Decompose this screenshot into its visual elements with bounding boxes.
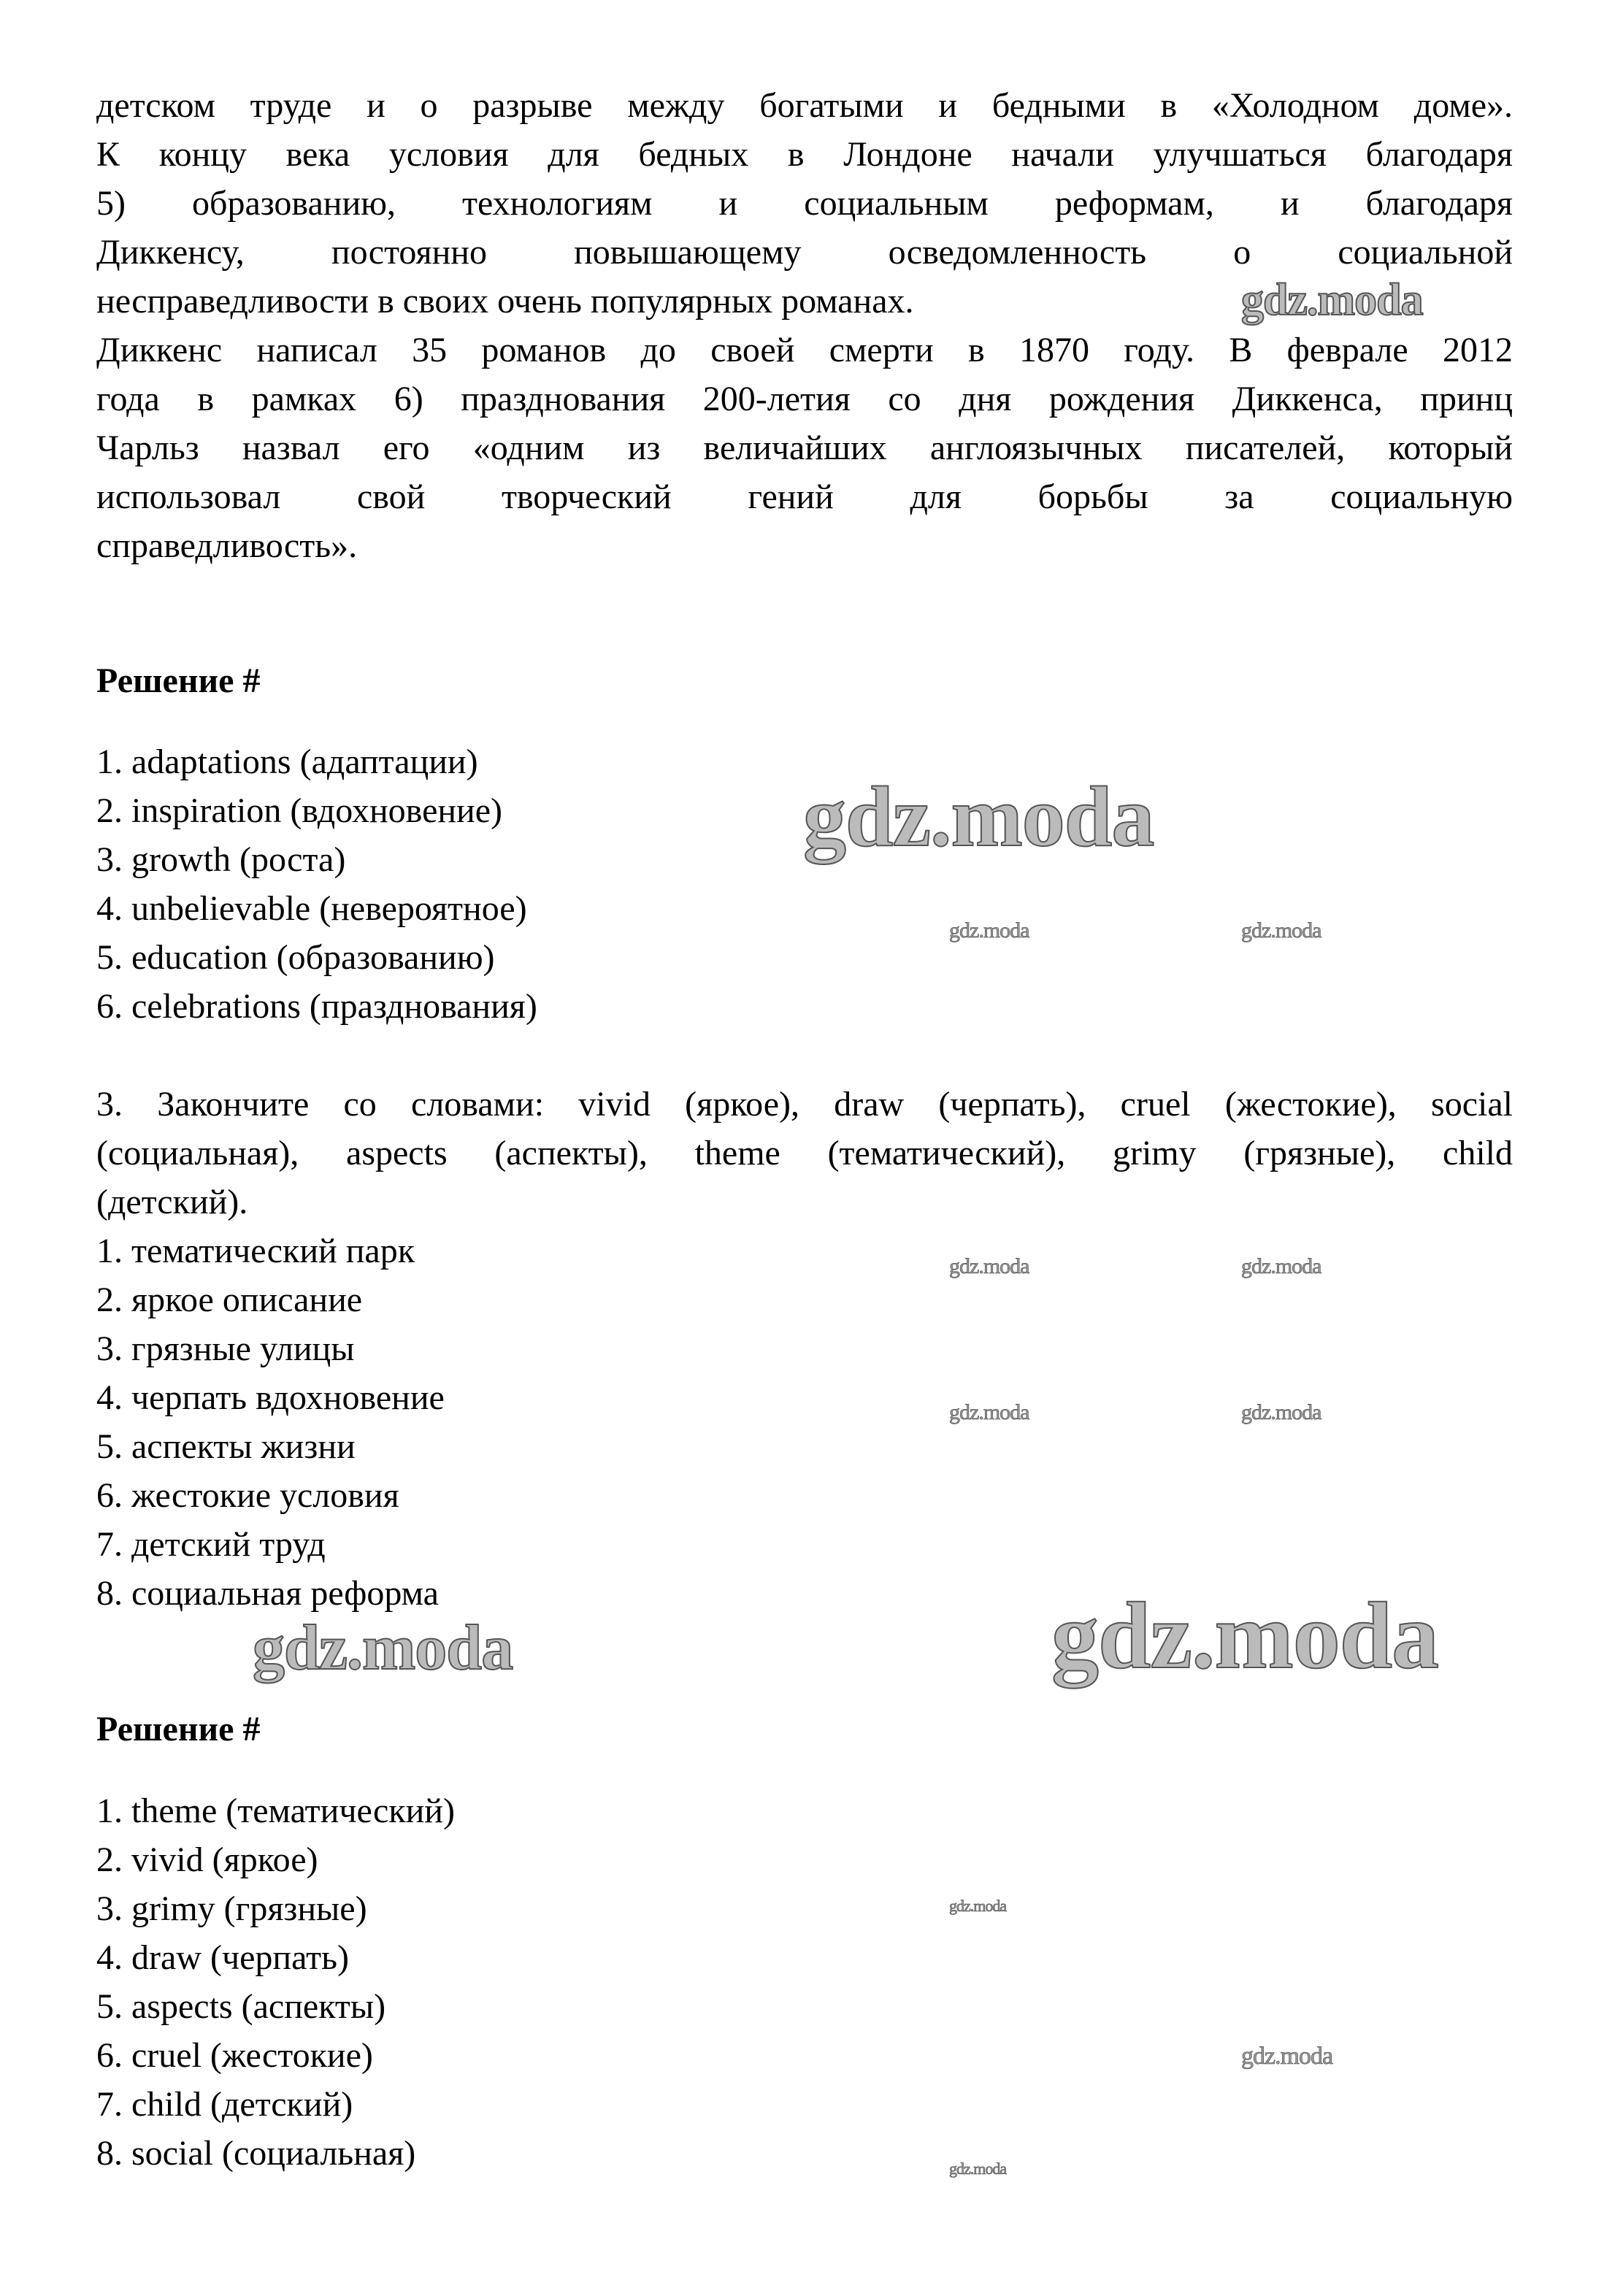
- list-item: 8. социальная реформа: [96, 1574, 439, 1613]
- list-item: 6. жестокие условия: [96, 1476, 399, 1515]
- list-item: 4. draw (черпать): [96, 1938, 349, 1977]
- watermark: gdz.moda: [949, 1400, 1029, 1424]
- list-item: 4. unbelievable (невероятное): [96, 889, 527, 928]
- watermark: gdz.moda: [949, 1254, 1029, 1278]
- passage-line: Диккенс написал 35 романов до своей смерти в 1870 году. В феврале 2012: [96, 331, 1513, 369]
- passage-line: детском труде и о разрыве между богатыми и бедными в «Холодном доме».: [96, 86, 1513, 125]
- passage-line: 5) образованию, технологиям и социальным реформам, и благодаря: [96, 184, 1513, 223]
- passage-line: Диккенсу, постоянно повышающему осведомленность о социальной: [96, 233, 1513, 272]
- list-item: 2. inspiration (вдохновение): [96, 791, 503, 830]
- watermark: gdz.moda: [1241, 2043, 1333, 2070]
- list-item: 7. child (детский): [96, 2085, 353, 2124]
- list-item: 5. education (образованию): [96, 938, 495, 977]
- list-item: 8. social (социальная): [96, 2134, 416, 2173]
- list-item: 2. vivid (яркое): [96, 1840, 318, 1879]
- list-item: 4. черпать вдохновение: [96, 1378, 445, 1417]
- passage-line: К концу века условия для бедных в Лондоне начали улучшаться благодаря: [96, 135, 1513, 174]
- task-instruction-line: (детский).: [96, 1183, 248, 1221]
- solution-list: [96, 737, 1513, 1618]
- list-item: 3. грязные улицы: [96, 1329, 355, 1368]
- task-instruction-line: (социальная), aspects (аспекты), theme (тематический), grimy (грязные), child: [96, 1134, 1513, 1172]
- solution-heading: Решение #: [96, 661, 261, 700]
- watermark: gdz.moda: [1241, 1400, 1321, 1424]
- watermark: gdz.moda: [949, 1897, 1007, 1915]
- task-instruction-line: 3. Закончите со словами: vivid (яркое), draw (черпать), cruel (жестокие), social: [96, 1085, 1513, 1124]
- passage-line: несправедливости в своих очень популярных романах.: [96, 282, 914, 320]
- passage-line: года в рамках 6) празднования 200-летия со дня рождения Диккенса, принц: [96, 380, 1513, 418]
- list-item: 1. тематический парк: [96, 1232, 415, 1270]
- passage-line: использовал свой творческий гений для борьбы за социальную: [96, 477, 1513, 516]
- watermark: gdz.moda: [1241, 275, 1423, 325]
- watermark: gdz.moda: [1051, 1583, 1439, 1689]
- list-item: 2. яркое описание: [96, 1281, 363, 1319]
- list-item: 6. celebrations (празднования): [96, 987, 537, 1026]
- solution-list: [96, 1786, 1513, 2178]
- list-item: 5. аспекты жизни: [96, 1427, 356, 1466]
- list-item: 5. aspects (аспекты): [96, 1987, 386, 2026]
- passage-text: [96, 81, 1513, 570]
- list-item: 3. growth (роста): [96, 840, 346, 879]
- solution-heading: Решение #: [96, 1710, 261, 1748]
- watermark: gdz.moda: [949, 918, 1029, 942]
- passage-line: Чарльз назвал его «одним из величайших англоязычных писателей, который: [96, 429, 1513, 467]
- list-item: 6. cruel (жестокие): [96, 2036, 373, 2075]
- list-item: 3. grimy (грязные): [96, 1889, 367, 1928]
- list-item: 1. adaptations (адаптации): [96, 742, 478, 781]
- watermark: gdz.moda: [1241, 1254, 1321, 1278]
- watermark: gdz.moda: [949, 2159, 1007, 2178]
- list-item: 7. детский труд: [96, 1525, 326, 1564]
- passage-line: справедливость».: [96, 526, 358, 565]
- watermark: gdz.moda: [803, 769, 1154, 864]
- watermark: gdz.moda: [1241, 918, 1321, 942]
- watermark: gdz.moda: [253, 1613, 513, 1683]
- list-item: 1. theme (тематический): [96, 1792, 455, 1830]
